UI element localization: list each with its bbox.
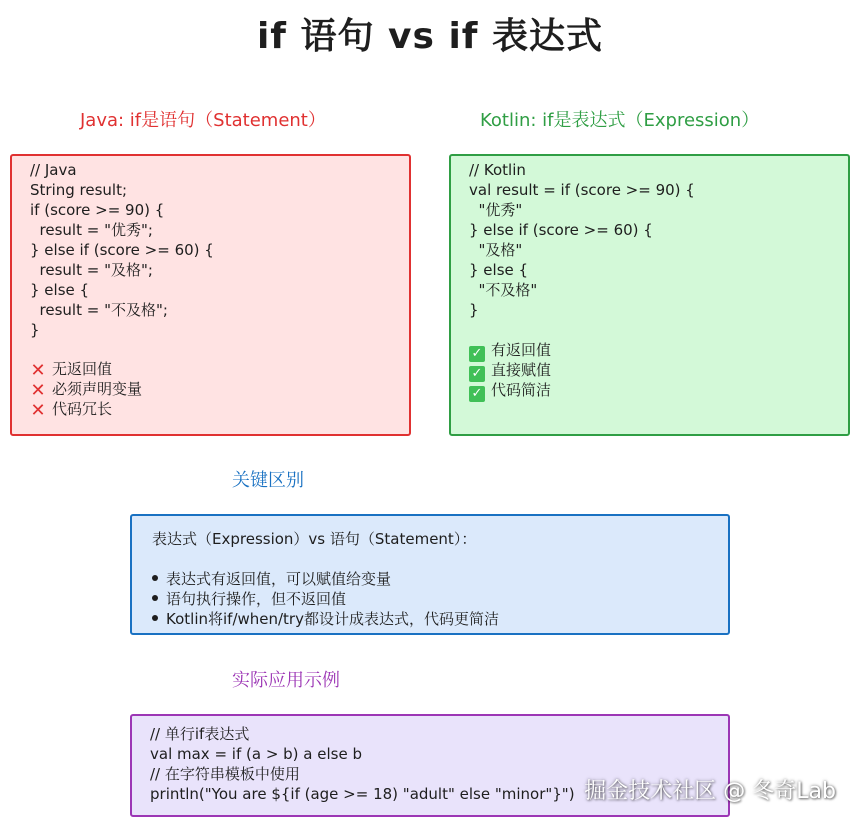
bullet-dot-icon (152, 595, 158, 601)
java-heading: Java: if是语句（Statement） (80, 110, 326, 131)
kotlin-code-line: } (469, 301, 479, 319)
example-code-line: // 单行if表达式 (150, 725, 250, 743)
java-code-line: // Java (30, 161, 77, 179)
kotlin-code-line: } else if (score >= 60) { (469, 221, 653, 239)
example-code-line: println("You are ${if (age >= 18) "adult" else "minor"}") (150, 785, 575, 803)
diff-intro: 表达式（Expression）vs 语句（Statement）： (152, 530, 477, 548)
bullet-dot-icon (152, 615, 158, 621)
example-code-line: val max = if (a > b) a else b (150, 745, 362, 763)
diff-bullet-text: 表达式有返回值，可以赋值给变量 (166, 570, 392, 588)
example-code-line: // 在字符串模板中使用 (150, 765, 300, 783)
java-con-label: 代码冗长 (52, 400, 113, 418)
example-heading: 实际应用示例 (232, 670, 340, 691)
java-code-box (10, 154, 411, 436)
check-icon: ✓ (469, 346, 485, 362)
page-title: if 语句 vs if 表达式 (256, 16, 604, 57)
java-con-item (30, 399, 112, 419)
diff-bullet (152, 609, 499, 629)
bullet-dot-icon (152, 575, 158, 581)
cross-icon: ✕ (30, 380, 46, 401)
kotlin-pro-item (469, 360, 551, 382)
java-code-line: result = "及格"; (30, 261, 153, 279)
java-code-line: } (30, 321, 40, 339)
kotlin-heading: Kotlin: if是表达式（Expression） (480, 110, 760, 131)
diff-bullet (152, 589, 346, 609)
cross-icon: ✕ (30, 360, 46, 381)
kotlin-pro-label: 有返回值 (491, 341, 552, 359)
diff-box (130, 514, 730, 635)
java-con-label: 必须声明变量 (52, 380, 143, 398)
kotlin-code-line: "及格" (469, 241, 523, 259)
check-icon: ✓ (469, 366, 485, 382)
kotlin-code-line: "优秀" (469, 201, 523, 219)
cross-icon: ✕ (30, 400, 46, 421)
java-code-line: result = "不及格"; (30, 301, 168, 319)
java-code-line: if (score >= 90) { (30, 201, 165, 219)
diff-heading: 关键区别 (232, 470, 304, 491)
java-code-line: } else if (score >= 60) { (30, 241, 214, 259)
diff-bullet-text: Kotlin将if/when/try都设计成表达式，代码更简洁 (166, 610, 499, 628)
kotlin-pro-item (469, 380, 551, 402)
kotlin-pro-label: 代码简洁 (491, 381, 552, 399)
diff-bullet (152, 569, 391, 589)
java-con-item (30, 359, 112, 379)
java-code-line: } else { (30, 281, 90, 299)
kotlin-code-line: "不及格" (469, 281, 538, 299)
check-icon: ✓ (469, 386, 485, 402)
kotlin-code-line: // Kotlin (469, 161, 526, 179)
java-code-line: String result; (30, 181, 128, 199)
kotlin-code-line: val result = if (score >= 90) { (469, 181, 695, 199)
watermark: 掘金技术社区 @ 冬奇Lab (584, 779, 836, 804)
diff-bullet-text: 语句执行操作，但不返回值 (166, 590, 347, 608)
java-con-item (30, 379, 142, 399)
kotlin-code-line: } else { (469, 261, 529, 279)
kotlin-pro-label: 直接赋值 (491, 361, 552, 379)
kotlin-code-box (449, 154, 850, 436)
java-con-label: 无返回值 (52, 360, 113, 378)
java-code-line: result = "优秀"; (30, 221, 153, 239)
kotlin-pro-item (469, 340, 551, 362)
